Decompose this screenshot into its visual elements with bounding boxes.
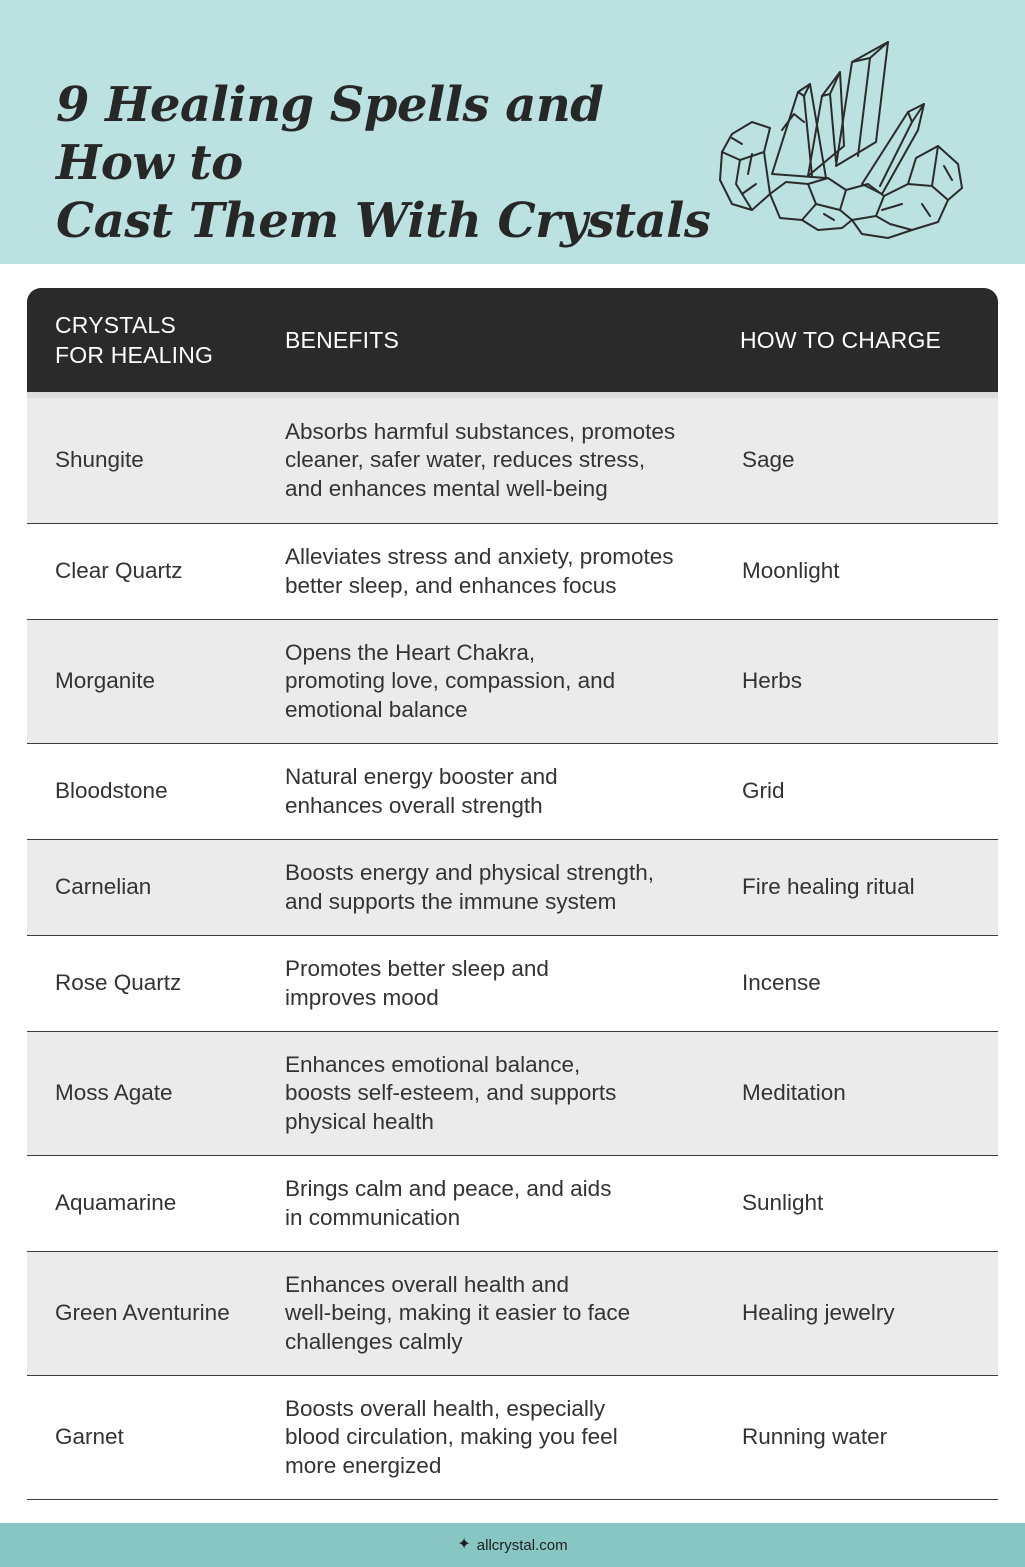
table-row: [27, 398, 998, 524]
table-row: [27, 524, 998, 620]
benefits-line: Opens the Heart Chakra,: [285, 639, 536, 665]
benefits-line: Boosts overall health, especially: [285, 1395, 606, 1421]
footer-site-link[interactable]: allcrystal.com: [476, 1536, 568, 1554]
charge-method: Healing jewelry: [742, 1300, 895, 1326]
charge-method: Sage: [742, 447, 795, 473]
charge-method: Sunlight: [742, 1190, 824, 1216]
crystal-name: Green Aventurine: [55, 1300, 230, 1326]
table-row: [27, 1032, 998, 1156]
charge-method: Meditation: [742, 1080, 846, 1106]
benefits-line: more energized: [285, 1452, 442, 1478]
benefits-line: boosts self-esteem, and supports: [285, 1080, 617, 1106]
crystal-benefits: [285, 1252, 705, 1375]
benefits-line: blood circulation, making you feel: [285, 1424, 618, 1450]
benefits-line: Natural energy booster and: [285, 764, 558, 789]
crystal-name: Clear Quartz: [55, 558, 183, 584]
crystal-benefits: [285, 398, 705, 523]
benefits-line: improves mood: [285, 984, 439, 1010]
page-title-line-1: 9 Healing Spells and How to: [56, 77, 604, 191]
column-header-crystals-line-1: CRYSTALS: [55, 312, 176, 338]
benefits-line: and supports the immune system: [285, 888, 617, 914]
table-row: [27, 620, 998, 744]
table-row: [27, 936, 998, 1032]
column-header-crystals: [55, 288, 255, 392]
table-row: [27, 1252, 998, 1376]
benefits-line: Boosts energy and physical strength,: [285, 860, 654, 885]
crystal-name: Moss Agate: [55, 1080, 173, 1106]
header-banner: [0, 0, 1025, 264]
table-row: [27, 1376, 998, 1500]
charge-method: Fire healing ritual: [742, 874, 915, 900]
crystal-benefits: [285, 1156, 705, 1251]
crystal-benefits: [285, 1376, 705, 1499]
page-title: [56, 76, 716, 250]
crystal-name: Morganite: [55, 668, 156, 694]
benefits-line: physical health: [285, 1108, 434, 1134]
benefits-line: Enhances overall health and: [285, 1271, 569, 1297]
table-row: [27, 840, 998, 936]
charge-method: Grid: [742, 778, 785, 804]
crystal-name: Carnelian: [55, 874, 152, 900]
crystal-benefits: [285, 620, 705, 743]
crystal-benefits: [285, 524, 705, 619]
benefits-line: Absorbs harmful substances, promotes: [285, 418, 676, 444]
benefits-line: in communication: [285, 1204, 461, 1230]
benefits-line: and enhances mental well-being: [285, 475, 608, 501]
benefits-line: challenges calmly: [285, 1328, 463, 1354]
footer-bar: [0, 1523, 1025, 1567]
healing-crystals-table: [27, 288, 998, 1500]
benefits-line: enhances overall strength: [285, 792, 543, 818]
sparkle-icon: ✦: [457, 1536, 471, 1553]
crystal-name: Bloodstone: [55, 778, 168, 804]
benefits-line: Promotes better sleep and: [285, 956, 549, 981]
table-body: [27, 398, 998, 1500]
benefits-line: cleaner, safer water, reduces stress,: [285, 447, 646, 473]
benefits-line: better sleep, and enhances focus: [285, 572, 617, 598]
crystal-name: Garnet: [55, 1424, 124, 1450]
table-row: [27, 1156, 998, 1252]
benefits-line: Enhances emotional balance,: [285, 1051, 581, 1077]
crystal-benefits: [285, 1032, 705, 1155]
charge-method: Incense: [742, 970, 821, 996]
crystal-name: Rose Quartz: [55, 970, 182, 996]
benefits-line: Brings calm and peace, and aids: [285, 1176, 612, 1201]
crystal-benefits: [285, 936, 705, 1031]
crystal-name: Shungite: [55, 447, 144, 473]
column-header-benefits: BENEFITS: [285, 327, 400, 353]
page-title-line-2: Cast Them With Crystals: [56, 193, 711, 249]
crystal-benefits: [285, 840, 705, 935]
charge-method: Herbs: [742, 668, 803, 694]
table-row: [27, 744, 998, 840]
benefits-line: promoting love, compassion, and: [285, 668, 616, 694]
benefits-line: Alleviates stress and anxiety, promotes: [285, 544, 674, 569]
crystal-cluster-icon: [712, 34, 972, 239]
crystal-name: Aquamarine: [55, 1190, 177, 1216]
benefits-line: emotional balance: [285, 696, 468, 722]
benefits-line: well-being, making it easier to face: [285, 1300, 631, 1326]
charge-method: Moonlight: [742, 558, 840, 584]
charge-method: Running water: [742, 1424, 888, 1450]
table-header: [27, 288, 998, 398]
crystal-benefits: [285, 744, 705, 839]
column-header-crystals-line-2: FOR HEALING: [55, 342, 214, 368]
column-header-charge: HOW TO CHARGE: [740, 327, 942, 353]
